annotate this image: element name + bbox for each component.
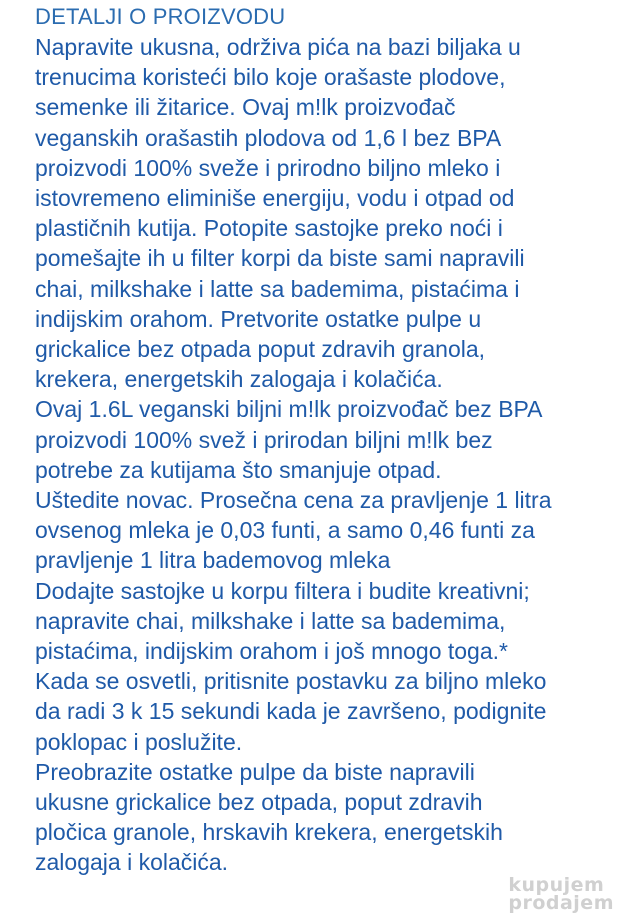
text-line: poklopac i poslužite. — [35, 728, 243, 755]
text-line: grickalice bez otpada poput zdravih granola, — [35, 336, 486, 363]
text-line: veganskih orašastih plodova od 1,6 l bez BPA — [35, 124, 502, 151]
feature-paragraph-save-money — [35, 485, 615, 576]
text-line: pravljenje 1 litra bademovog mleka — [35, 547, 391, 574]
text-line: pistaćima, indijskim orahom i još mnogo toga.* — [35, 638, 508, 665]
text-line: zalogaja i kolačića. — [35, 849, 229, 876]
text-line: napravite chai, milkshake i latte sa bademima, — [35, 607, 506, 634]
text-line: Kada se osvetli, pritisnite postavku za biljno mleko — [35, 668, 547, 695]
feature-paragraph-bpa-free — [35, 394, 615, 485]
text-line: chai, milkshake i latte sa bademima, pistaćima i — [35, 275, 520, 302]
text-line: indijskim orahom. Pretvorite ostatke pulpe u — [35, 305, 482, 332]
feature-paragraph-usage — [35, 666, 615, 757]
feature-paragraph-pulp — [35, 757, 615, 878]
watermark-logo — [508, 876, 614, 912]
watermark-line-1: kupujem — [508, 874, 605, 896]
text-line: trenucima koristeći bilo koje orašaste plodove, — [35, 64, 506, 91]
feature-paragraph-creative — [35, 576, 615, 667]
text-line: pločica granole, hrskavih krekera, energetskih — [35, 819, 503, 846]
text-line: semenke ili žitarice. Ovaj m!lk proizvođač — [35, 94, 456, 121]
text-line: proizvodi 100% svež i prirodan biljni m!lk bez — [35, 426, 493, 453]
text-line: istovremeno eliminiše energiju, vodu i otpad od — [35, 185, 515, 212]
watermark-line-2: prodajem — [508, 892, 614, 914]
text-line: plastičnih kutija. Potopite sastojke preko noći i — [35, 215, 503, 242]
text-line: krekera, energetskih zalogaja i kolačića. — [35, 366, 443, 393]
text-line: Uštedite novac. Prosečna cena za pravljenje 1 litra — [35, 487, 552, 514]
section-heading: DETALJI O PROIZVODU — [35, 4, 286, 29]
text-line: Dodajte sastojke u korpu filtera i budite kreativni; — [35, 577, 530, 604]
text-line: proizvodi 100% sveže i prirodno biljno mleko i — [35, 154, 501, 181]
product-details-section — [35, 2, 615, 878]
description-paragraph — [35, 32, 615, 394]
text-line: Ovaj 1.6L veganski biljni m!lk proizvođač bez BPA — [35, 396, 543, 423]
text-line: da radi 3 k 15 sekundi kada je završeno, podignite — [35, 698, 547, 725]
text-line: pomešajte ih u filter korpi da biste sami napravili — [35, 245, 525, 272]
text-line: potrebe za kutijama što smanjuje otpad. — [35, 456, 442, 483]
text-line: Napravite ukusna, održiva pića na bazi biljaka u — [35, 34, 521, 60]
text-line: ukusne grickalice bez otpada, poput zdravih — [35, 789, 483, 816]
text-line: ovsenog mleka je 0,03 funti, a samo 0,46 funti za — [35, 517, 535, 544]
text-line: Preobrazite ostatke pulpe da biste napravili — [35, 758, 475, 785]
